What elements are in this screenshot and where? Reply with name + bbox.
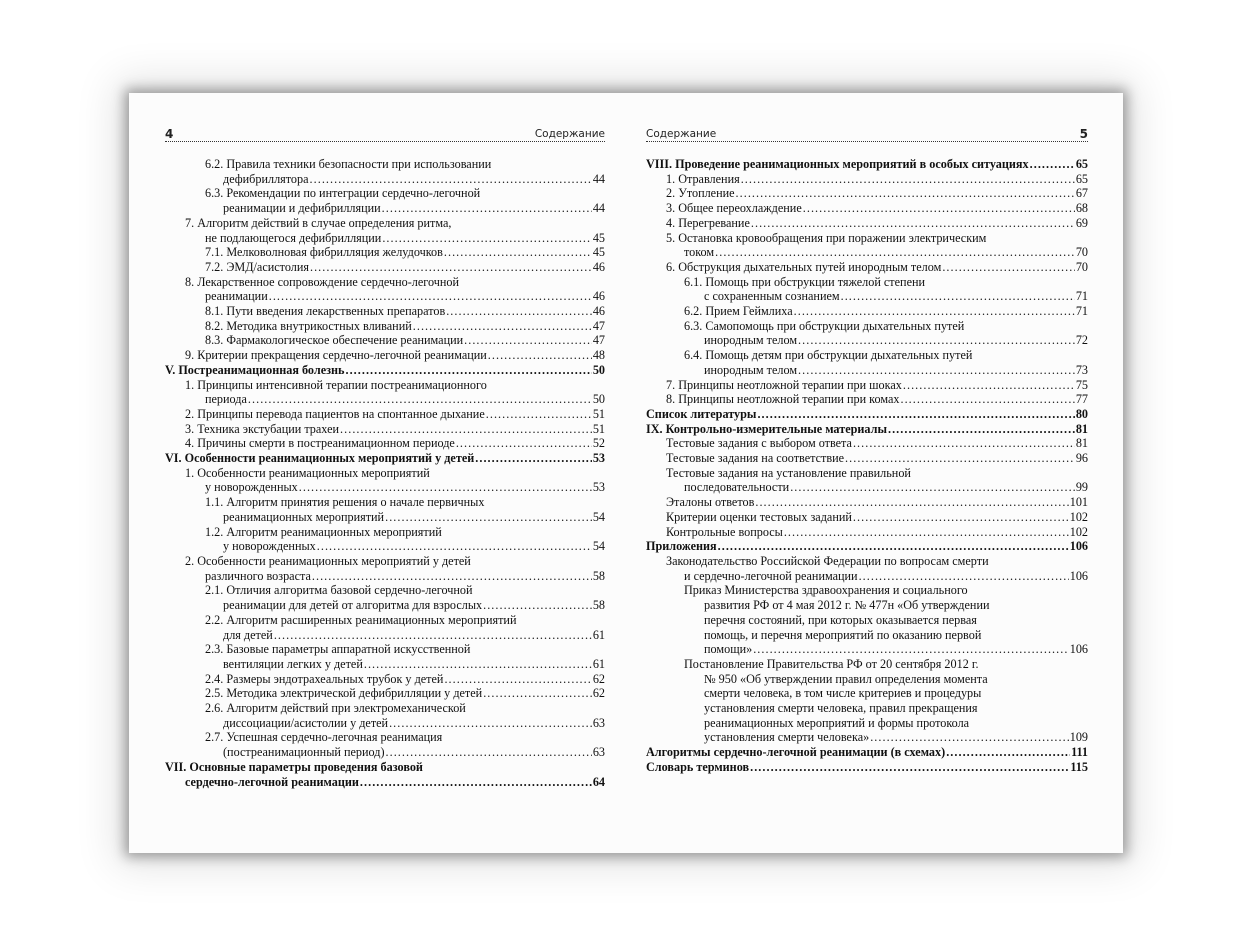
toc-entry: Критерии оценки тестовых заданий . . . 102 (646, 510, 1088, 525)
toc-entry: последовательности . . . 99 (646, 480, 1088, 495)
toc-entry: Эталоны ответов . . . 101 (646, 495, 1088, 510)
toc-entry: 8.3. Фармакологическое обеспечение реанимации . . . 47 (165, 333, 605, 348)
toc-line: Приказ Министерства здравоохранения и социального (684, 583, 968, 598)
toc-entry: различного возраста . . . 58 (165, 569, 605, 584)
toc-line: смерти человека, в том числе критериев и процедуры (704, 686, 982, 701)
toc-line: Тестовые задания на установление правильной (666, 465, 911, 480)
toc-chapter: VII. Основные параметры проведения базовой (165, 759, 423, 774)
toc-entry: 4. Причины смерти в постреанимационном периоде . . . 52 (165, 436, 605, 451)
toc-line: 6.1. Помощь при обструкции тяжелой степени (684, 274, 926, 289)
toc-entry: 8.1. Пути введения лекарственных препаратов . . . 46 (165, 304, 605, 319)
toc-line: 6.2. Правила техники безопасности при использовании (205, 157, 492, 171)
right-page (626, 93, 1123, 853)
toc-entry: у новорожденных . . . 54 (165, 539, 605, 554)
toc-entry: и сердечно-легочной реанимации . . . 106 (646, 569, 1088, 584)
running-title: Содержание (646, 128, 717, 140)
toc-line: 6.3. Самопомощь при обструкции дыхательных путей (684, 318, 965, 333)
page-number: 5 (1079, 127, 1088, 141)
toc-line: 6.4. Помощь детям при обструкции дыхательных путей (684, 348, 973, 363)
toc-line: Законодательство Российской Федерации по вопросам смерти (666, 553, 989, 568)
toc-chapter: IX. Контрольно-измерительные материалы . . . 81 (646, 422, 1088, 437)
toc-entry: для детей . . . 61 (165, 628, 605, 643)
toc-entry: 6. Обструкция дыхательных путей инородным телом . . . 70 (646, 260, 1088, 275)
toc-entry: периода . . . 50 (165, 392, 605, 407)
toc-line: 2.2. Алгоритм расширенных реанимационных мероприятий (205, 612, 517, 627)
toc-line: 1.1. Алгоритм принятия решения о начале первичных (205, 495, 485, 510)
toc-entry: реанимационных мероприятий . . . 54 (165, 510, 605, 525)
toc-entry: 3. Техника экстубации трахеи . . . 51 (165, 422, 605, 437)
toc-line: 1.2. Алгоритм реанимационных мероприятий (205, 524, 442, 539)
book-spread (129, 93, 1123, 853)
toc-entry: 4. Перегревание . . . 69 (646, 216, 1088, 231)
toc-line: 1. Особенности реанимационных мероприятий (185, 465, 430, 480)
toc-line: перечня состояний, при которых оказывается первая (704, 612, 977, 627)
toc-entry: дефибриллятора . . . 44 (165, 172, 605, 187)
toc-line: 6.3. Рекомендации по интеграции сердечно-легочной (205, 186, 481, 201)
toc-entry: (постреанимационный период) . . . 63 (165, 745, 605, 760)
toc-chapter: VI. Особенности реанимационных мероприятий у детей . . . 53 (165, 451, 605, 466)
toc-line: 2.3. Базовые параметры аппаратной искусственной (205, 642, 471, 657)
toc-chapter: VIII. Проведение реанимационных мероприятий в особых ситуациях . . . 65 (646, 157, 1088, 172)
toc-line: помощь, и перечня мероприятий по оказанию первой (704, 627, 982, 642)
toc-entry: не подлающегося дефибрилляции . . . 45 (165, 231, 605, 246)
toc-line: 2.7. Успешная сердечно-легочная реанимация (205, 730, 443, 745)
toc-entry: Тестовые задания на соответствие . . . 96 (646, 451, 1088, 466)
toc-entry: 8. Принципы неотложной терапии при комах . . . 77 (646, 392, 1088, 407)
toc-line: 2.6. Алгоритм действий при электромеханической (205, 701, 466, 716)
toc-entry: установления смерти человека» . . . 109 (646, 730, 1088, 745)
toc-entry: 3. Общее переохлаждение . . . 68 (646, 201, 1088, 216)
left-page-header (165, 125, 605, 142)
toc-entry: 2. Утопление . . . 67 (646, 186, 1088, 201)
toc-line: установления смерти человека, правил прекращения (704, 701, 978, 716)
toc-entry: 7.1. Мелковолновая фибрилляция желудочков . . . 45 (165, 245, 605, 260)
toc-entry: инородным телом . . . 73 (646, 363, 1088, 378)
toc-left (165, 157, 605, 789)
right-page-header (646, 125, 1088, 142)
toc-line: 8. Лекарственное сопровождение сердечно-легочной (185, 274, 460, 289)
running-title: Содержание (534, 128, 605, 140)
toc-entry: диссоциации/асистолии у детей . . . 63 (165, 716, 605, 731)
toc-line: 1. Принципы интенсивной терапии постреанимационного (185, 377, 487, 392)
toc-line: 2.1. Отличия алгоритма базовой сердечно-легочной (205, 583, 473, 598)
toc-entry: инородным телом . . . 72 (646, 333, 1088, 348)
toc-entry: 2.4. Размеры эндотрахеальных трубок у детей . . . 62 (165, 672, 605, 687)
toc-line: 5. Остановка кровообращения при поражении электрическим (666, 230, 987, 245)
toc-chapter: сердечно-легочной реанимации . . . 64 (165, 775, 605, 790)
toc-line: № 950 «Об утверждении правил определения момента (704, 671, 988, 686)
toc-entry: 2. Принципы перевода пациентов на спонтанное дыхание . . . 51 (165, 407, 605, 422)
toc-entry: Контрольные вопросы . . . 102 (646, 525, 1088, 540)
toc-entry: током . . . 70 (646, 245, 1088, 260)
toc-entry: реанимации и дефибрилляции . . . 44 (165, 201, 605, 216)
toc-chapter: Приложения . . . 106 (646, 539, 1088, 554)
toc-entry: с сохраненным сознанием . . . 71 (646, 289, 1088, 304)
toc-entry: Тестовые задания с выбором ответа . . . 81 (646, 436, 1088, 451)
left-page (129, 93, 626, 853)
toc-chapter: Список литературы . . . 80 (646, 407, 1088, 422)
toc-entry: 6.2. Прием Геймлиха . . . 71 (646, 304, 1088, 319)
toc-right (646, 157, 1088, 775)
toc-line: 7. Алгоритм действий в случае определения ритма, (185, 215, 452, 230)
toc-entry: 7. Принципы неотложной терапии при шоках . . . 75 (646, 378, 1088, 393)
toc-chapter: V. Постреанимационная болезнь . . . 50 (165, 363, 605, 378)
toc-chapter: Алгоритмы сердечно-легочной реанимации (в схемах) . . . 111 (646, 745, 1088, 760)
toc-entry: 1. Отравления . . . 65 (646, 172, 1088, 187)
toc-entry: помощи» . . . 106 (646, 642, 1088, 657)
page-number: 4 (165, 127, 174, 141)
toc-entry: вентиляции легких у детей . . . 61 (165, 657, 605, 672)
toc-entry: реанимации для детей от алгоритма для взрослых . . . 58 (165, 598, 605, 613)
toc-entry: реанимации . . . 46 (165, 289, 605, 304)
toc-line: реанимационных мероприятий и формы протокола (704, 715, 970, 730)
toc-entry: 9. Критерии прекращения сердечно-легочной реанимации . . . 48 (165, 348, 605, 363)
toc-line: развития РФ от 4 мая 2012 г. № 477н «Об утверждении (704, 598, 990, 613)
toc-line: Постановление Правительства РФ от 20 сентября 2012 г. (684, 656, 979, 671)
toc-entry: 2.5. Методика электрической дефибрилляции у детей . . . 62 (165, 686, 605, 701)
toc-chapter: Словарь терминов . . . 115 (646, 760, 1088, 775)
toc-entry: 8.2. Методика внутрикостных вливаний . . . 47 (165, 319, 605, 334)
toc-line: 2. Особенности реанимационных мероприятий у детей (185, 553, 471, 568)
toc-entry: у новорожденных . . . 53 (165, 480, 605, 495)
toc-entry: 7.2. ЭМД/асистолия . . . 46 (165, 260, 605, 275)
